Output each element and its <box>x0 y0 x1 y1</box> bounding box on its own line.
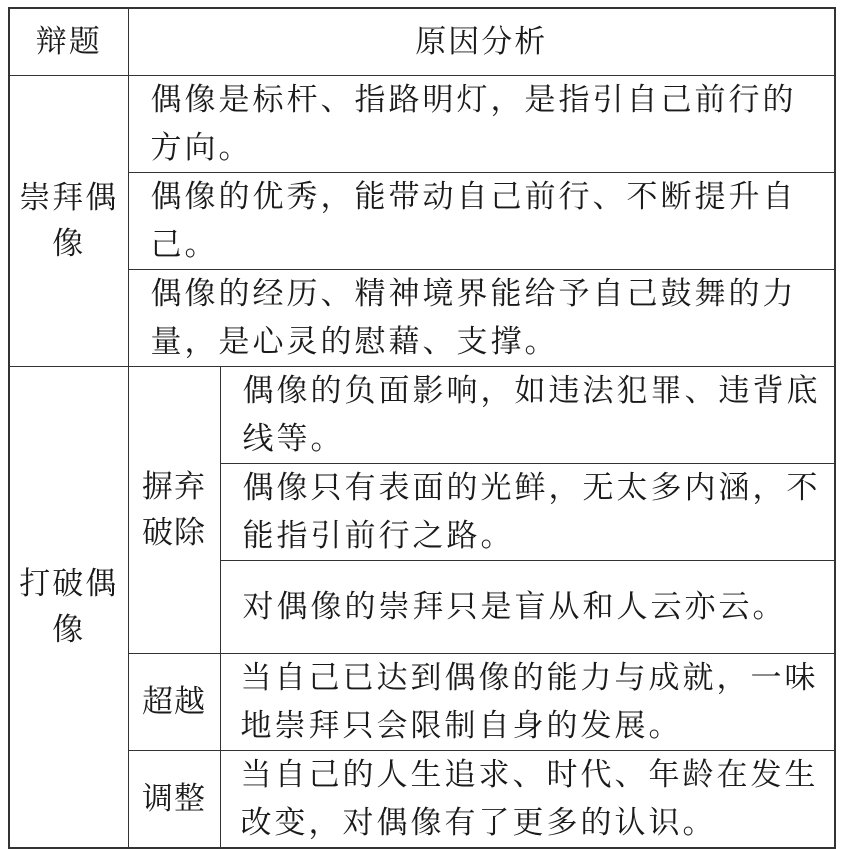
header-topic: 辩题 <box>9 8 128 75</box>
table-row <box>9 653 835 750</box>
reason-cell: 偶像是标杆、指路明灯，是指引自己前行的方向。 <box>128 75 835 172</box>
subtopic-abandon: 摒弃破除 <box>128 366 220 653</box>
subtopic-surpass: 超越 <box>128 653 220 750</box>
reason-cell: 当自己已达到偶像的能力与成就，一味地崇拜只会限制自身的发展。 <box>220 653 835 750</box>
table-row <box>9 172 835 269</box>
topic-worship-idol: 崇拜偶像 <box>9 75 128 366</box>
reason-cell: 偶像的优秀，能带动自己前行、不断提升自己。 <box>128 172 835 269</box>
table-row <box>9 269 835 366</box>
topic-break-idol: 打破偶像 <box>9 366 128 848</box>
reason-cell: 偶像的负面影响，如违法犯罪、违背底线等。 <box>220 366 835 463</box>
header-row <box>9 8 835 75</box>
table-row <box>9 750 835 848</box>
reason-analysis-table <box>8 7 836 849</box>
header-analysis: 原因分析 <box>128 8 835 75</box>
reason-cell: 对偶像的崇拜只是盲从和人云亦云。 <box>220 560 835 653</box>
subtopic-adjust: 调整 <box>128 750 220 848</box>
table-row <box>9 75 835 172</box>
table-row <box>9 366 835 463</box>
reason-cell: 偶像只有表面的光鲜，无太多内涵，不能指引前行之路。 <box>220 463 835 560</box>
reason-cell: 偶像的经历、精神境界能给予自己鼓舞的力量，是心灵的慰藉、支撑。 <box>128 269 835 366</box>
reason-cell: 当自己的人生追求、时代、年龄在发生改变，对偶像有了更多的认识。 <box>220 750 835 848</box>
